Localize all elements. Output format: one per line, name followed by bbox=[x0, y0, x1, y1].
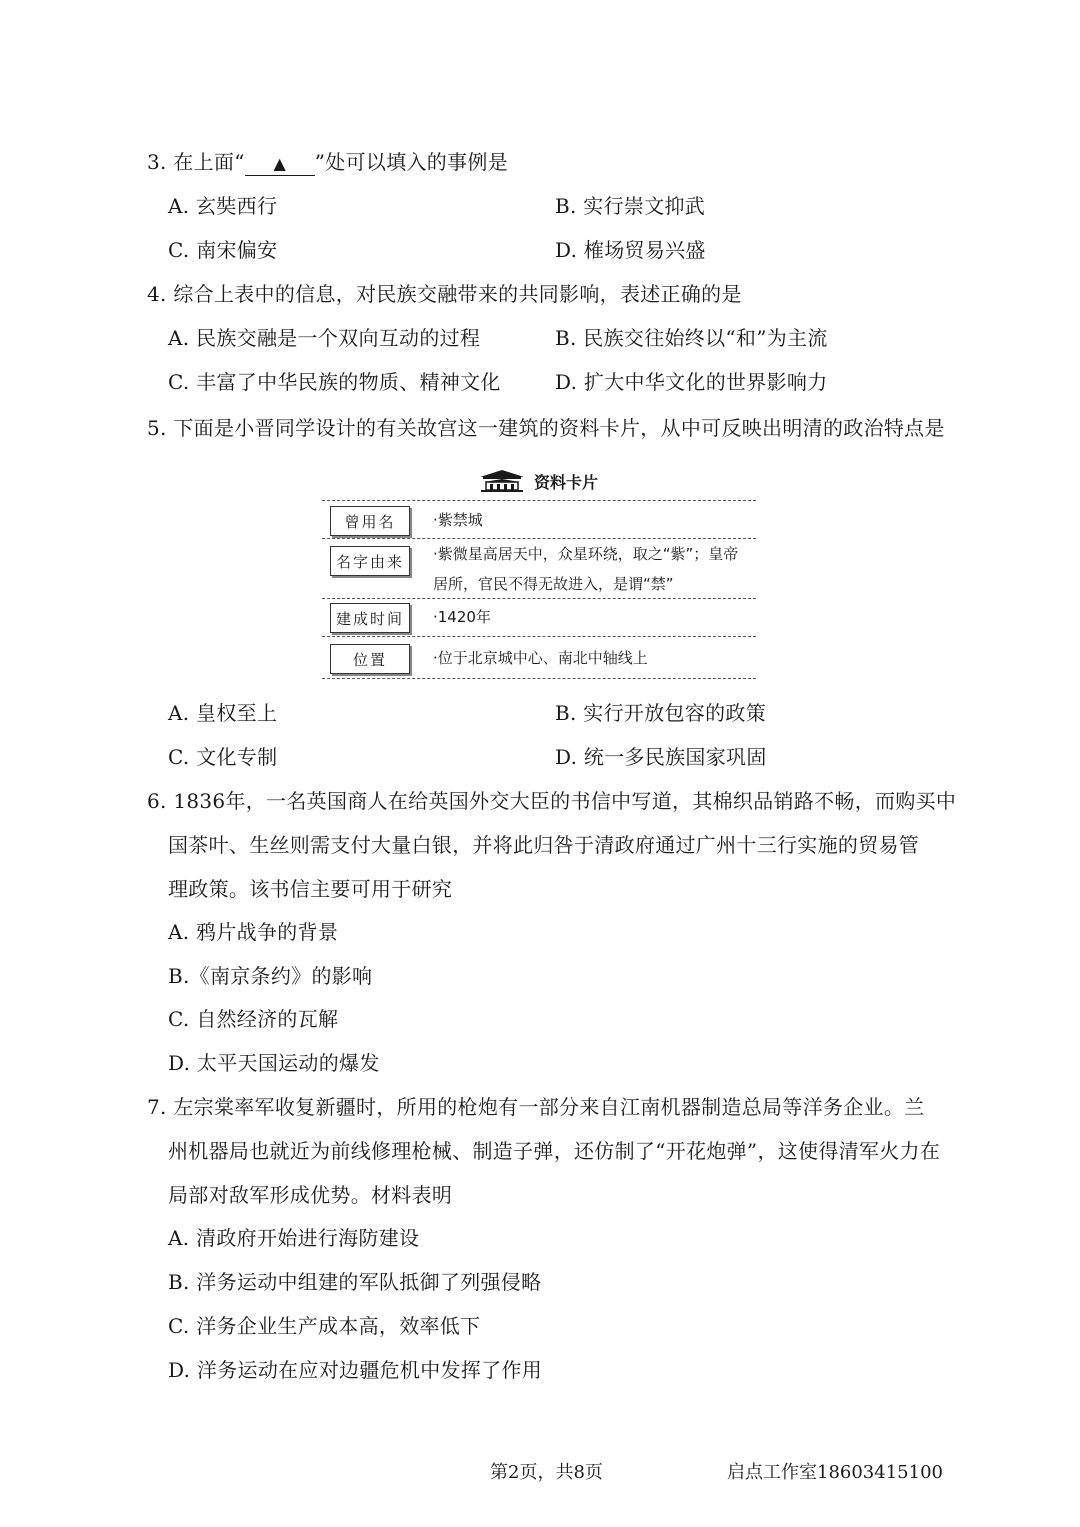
card-divider bbox=[322, 636, 756, 637]
q4-option-d: D. 扩大中华文化的世界影响力 bbox=[555, 370, 828, 394]
studio-contact: 启点工作室18603415100 bbox=[727, 1462, 943, 1483]
q5-option-a: A. 皇权至上 bbox=[168, 701, 278, 725]
question-7-stem-line2: 州机器局也就近为前线修理枪械、制造子弹，还仿制了“开花炮弹”，这使得清军火力在 bbox=[168, 1139, 941, 1163]
card-value-location: ·位于北京城中心、南北中轴线上 bbox=[433, 649, 648, 667]
answer-blank bbox=[245, 153, 315, 176]
q4-option-a: A. 民族交融是一个双向互动的过程 bbox=[168, 326, 481, 350]
card-divider bbox=[322, 598, 756, 599]
card-label-name-origin: 名字由来 bbox=[330, 546, 410, 576]
question-6-stem-line3: 理政策。该书信主要可用于研究 bbox=[168, 877, 453, 901]
q7-option-d: D. 洋务运动在应对边疆危机中发挥了作用 bbox=[168, 1358, 543, 1382]
page-number: 第2页，共8页 bbox=[490, 1462, 603, 1483]
card-title bbox=[478, 468, 598, 494]
q5-option-d: D. 统一多民族国家巩固 bbox=[555, 745, 767, 769]
question-5-stem: 5. 下面是小晋同学设计的有关故宫这一建筑的资料卡片，从中可反映出明清的政治特点是 bbox=[147, 416, 945, 440]
q7-option-a: A. 清政府开始进行海防建设 bbox=[168, 1226, 420, 1250]
q7-option-b: B. 洋务运动中组建的军队抵御了列强侵略 bbox=[168, 1270, 542, 1294]
question-4-stem: 4. 综合上表中的信息，对民族交融带来的共同影响，表述正确的是 bbox=[147, 282, 742, 306]
card-label-former-name: 曾用名 bbox=[330, 506, 410, 536]
question-6-stem-line2: 国茶叶、生丝则需支付大量白银，并将此归咎于清政府通过广州十三行实施的贸易管 bbox=[168, 833, 920, 857]
card-value-build-time: ·1420年 bbox=[433, 608, 491, 626]
card-label-location: 位置 bbox=[330, 644, 410, 674]
question-3-stem bbox=[147, 148, 508, 176]
card-divider bbox=[322, 678, 756, 679]
card-value-name-origin-line1: ·紫微星高居天中，众星环绕，取之“紫”；皇帝 bbox=[433, 545, 739, 563]
q5-option-b: B. 实行开放包容的政策 bbox=[555, 701, 767, 725]
card-value-name-origin-line2: 居所，官民不得无故进入，是谓“禁” bbox=[433, 575, 674, 593]
question-7-stem-line3: 局部对敌军形成优势。材料表明 bbox=[168, 1183, 453, 1207]
card-value-former-name: ·紫禁城 bbox=[433, 511, 483, 529]
card-label-build-time: 建成时间 bbox=[330, 603, 410, 633]
question-6-stem-line1: 6. 1836年，一名英国商人在给英国外交大臣的书信中写道，其棉织品销路不畅，而购买中 bbox=[147, 789, 957, 813]
q4-option-c: C. 丰富了中华民族的物质、精神文化 bbox=[168, 370, 501, 394]
q5-option-c: C. 文化专制 bbox=[168, 745, 278, 769]
q6-option-a: A. 鸦片战争的背景 bbox=[168, 920, 339, 944]
palace-icon bbox=[478, 469, 526, 493]
q3-stem-before: 3. 在上面“ bbox=[147, 150, 245, 174]
q3-option-b: B. 实行崇文抑武 bbox=[555, 194, 706, 218]
q3-option-d: D. 榷场贸易兴盛 bbox=[555, 238, 706, 262]
q6-option-d: D. 太平天国运动的爆发 bbox=[168, 1051, 380, 1075]
q4-option-b: B. 民族交往始终以“和”为主流 bbox=[555, 326, 828, 350]
q3-option-c: C. 南宋偏安 bbox=[168, 238, 278, 262]
q7-option-c: C. 洋务企业生产成本高，效率低下 bbox=[168, 1314, 481, 1338]
card-divider bbox=[322, 500, 756, 501]
q3-stem-after: ”处可以填入的事例是 bbox=[314, 150, 508, 174]
card-title-text: 资料卡片 bbox=[534, 472, 599, 492]
triangle-marker: ▲ bbox=[273, 154, 287, 173]
question-7-stem-line1: 7. 左宗棠率军收复新疆时，所用的枪炮有一部分来自江南机器制造总局等洋务企业。兰 bbox=[147, 1095, 925, 1119]
q6-option-b: B.《南京条约》的影响 bbox=[168, 964, 373, 988]
q3-option-a: A. 玄奘西行 bbox=[168, 194, 278, 218]
q6-option-c: C. 自然经济的瓦解 bbox=[168, 1007, 339, 1031]
